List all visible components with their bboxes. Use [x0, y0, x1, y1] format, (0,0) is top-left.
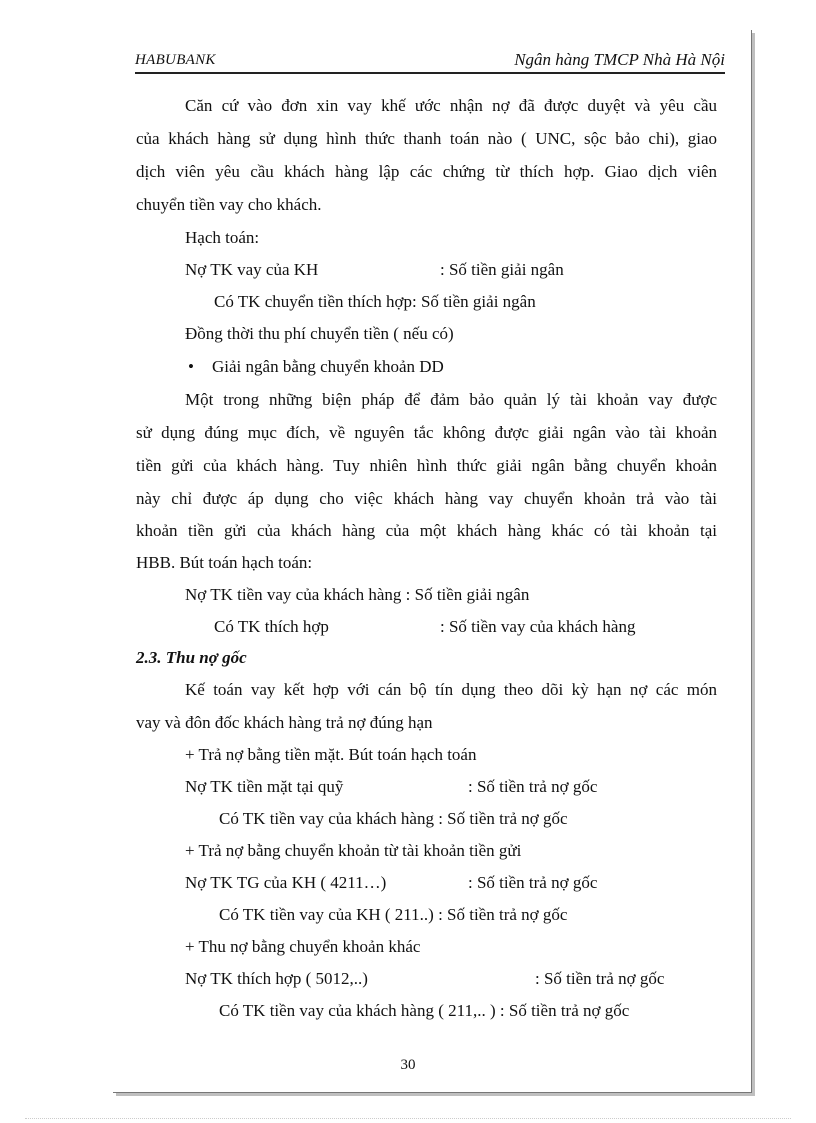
bullet-item — [188, 357, 444, 377]
para2-line-4: này chỉ được áp dụng cho việc khách hàng vay chuyển khoản trả vào tài — [136, 489, 717, 508]
entry1-credit: Có TK chuyển tiền thích hợp: Số tiền giải ngân — [214, 292, 536, 311]
entry2-credit-account: Có TK thích hợp — [214, 617, 329, 636]
entry1-debit-account: Nợ TK vay của KH — [185, 260, 319, 279]
cash-debit-account: Nợ TK tiền mặt tại quỹ — [185, 777, 344, 796]
para1-line-2: của khách hàng sử dụng hình thức thanh toán nào ( UNC, sộc bảo chi), giao — [136, 129, 717, 148]
para3-line-2: vay và đôn đốc khách hàng trả nợ đúng hạn — [136, 713, 433, 732]
para2-line-1: Một trong những biện pháp để đảm bảo quản lý tài khoản vay được — [185, 390, 717, 409]
cash-title: + Trả nợ bằng tiền mặt. Bút toán hạch toán — [185, 745, 477, 764]
para2-line-6: HBB. Bút toán hạch toán: — [136, 553, 313, 572]
bullet-text: Giải ngân bằng chuyển khoản DD — [212, 357, 444, 376]
bullet-icon: • — [188, 357, 194, 376]
para2-line-3: tiền gửi của khách hàng. Tuy nhiên hình thức giải ngân bằng chuyển khoản — [136, 456, 717, 475]
transfer-title: + Trả nợ bằng chuyển khoản từ tài khoản tiền gửi — [185, 841, 522, 860]
header-bank-code: HABUBANK — [135, 52, 216, 68]
para1-line-3: dịch viên yêu cầu khách hàng lập các chứng từ thích hợp. Giao dịch viên — [136, 162, 717, 181]
page-header — [135, 50, 725, 74]
header-bank-name: Ngân hàng TMCP Nhà Hà Nội — [514, 50, 725, 69]
other-debit-account: Nợ TK thích hợp ( 5012,..) — [185, 969, 368, 988]
para3-line-1: Kế toán vay kết hợp với cán bộ tín dụng theo dõi kỳ hạn nợ các món — [185, 680, 717, 699]
hach-toan-label: Hạch toán: — [185, 228, 260, 247]
para1-line-4: chuyển tiền vay cho khách. — [136, 195, 322, 214]
bottom-divider — [25, 1118, 791, 1119]
para1-line-1: Căn cứ vào đơn xin vay khế ước nhận nợ đã được duyệt và yêu cầu — [185, 96, 717, 115]
other-credit: Có TK tiền vay của khách hàng ( 211,.. ) : Số tiền trả nợ gốc — [219, 1001, 630, 1020]
transfer-credit: Có TK tiền vay của KH ( 211..) : Số tiền trả nợ gốc — [219, 905, 568, 924]
para2-line-2: sử dụng đúng mục đích, về nguyên tắc không được giải ngân vào tài khoản — [136, 423, 717, 442]
entry2-debit: Nợ TK tiền vay của khách hàng : Số tiền giải ngân — [185, 585, 530, 604]
other-debit-amount: : Số tiền trả nợ gốc — [535, 969, 665, 988]
entry1-debit-amount: : Số tiền giải ngân — [440, 260, 564, 279]
para2-line-5: khoản tiền gửi của khách hàng của một khách hàng khác có tài khoản tại — [136, 521, 717, 540]
cash-debit-amount: : Số tiền trả nợ gốc — [468, 777, 598, 796]
page-number: 30 — [400, 1057, 416, 1073]
dong-thoi-line: Đồng thời thu phí chuyển tiền ( nếu có) — [185, 324, 454, 343]
cash-credit: Có TK tiền vay của khách hàng : Số tiền trả nợ gốc — [219, 809, 568, 828]
entry2-credit-amount: : Số tiền vay của khách hàng — [440, 617, 636, 636]
transfer-debit-account: Nợ TK TG của KH ( 4211…) — [185, 873, 387, 892]
transfer-debit-amount: : Số tiền trả nợ gốc — [468, 873, 598, 892]
other-title: + Thu nợ bằng chuyển khoản khác — [185, 937, 421, 956]
section-heading: 2.3. Thu nợ gốc — [136, 648, 247, 667]
